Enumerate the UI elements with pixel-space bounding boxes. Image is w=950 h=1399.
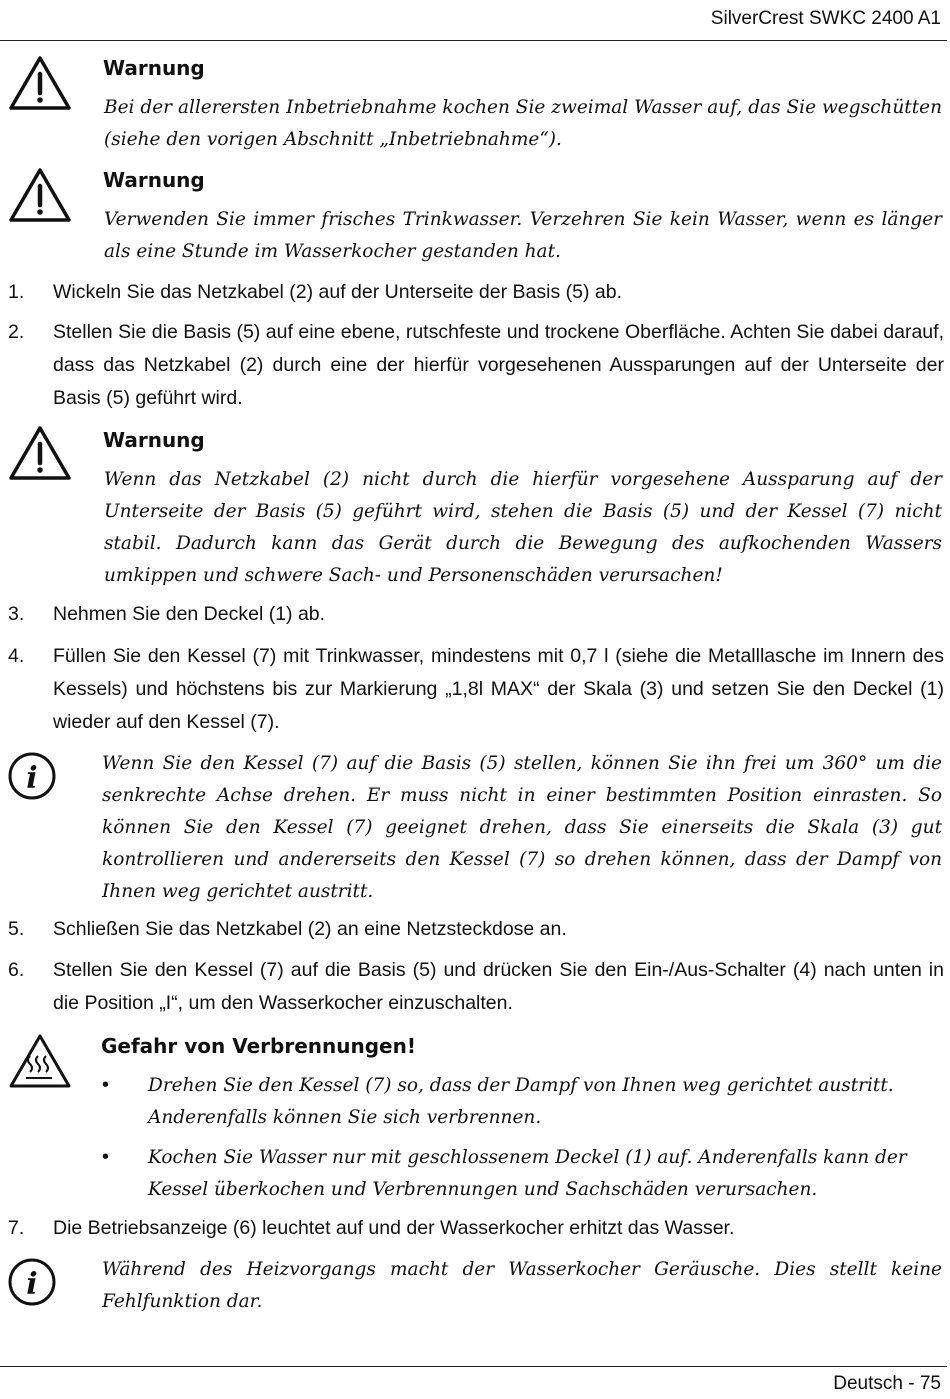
list-item — [100, 1070, 940, 1134]
step-text: Wickeln Sie das Netzkabel (2) auf der Unterseite der Basis (5) ab. — [53, 281, 622, 303]
step-number: 6. — [8, 959, 25, 981]
warning-triangle-icon — [8, 166, 72, 226]
warning-heading: Warnung — [103, 56, 205, 80]
warning-block-1 — [0, 50, 950, 160]
step-text: Schließen Sie das Netzkabel (2) an eine Netzsteckdose an. — [53, 918, 567, 940]
header-title: SilverCrest SWKC 2400 A1 — [710, 8, 941, 29]
info-text: Während des Heizvorgangs macht der Wasserkocher Geräusche. Dies stellt keine Fehlfunktion dar. — [102, 1259, 942, 1312]
warning-heading: Warnung — [103, 168, 205, 192]
page-header — [0, 0, 947, 41]
step-number: 3. — [8, 603, 25, 625]
step-number: 1. — [8, 281, 25, 303]
warning-block-3 — [0, 422, 950, 592]
warning-text: Bei der allerersten Inbetriebnahme kochen Sie zweimal Wasser auf, das Sie wegschütten (siehe den vorigen Abschnitt „Inbetriebnahme“). — [104, 97, 942, 150]
svg-text:i: i — [26, 1267, 38, 1302]
warning-triangle-icon — [8, 424, 72, 484]
warning-triangle-icon — [8, 54, 72, 114]
step-text: Nehmen Sie den Deckel (1) ab. — [53, 603, 326, 625]
bullet-text: Kochen Sie Wasser nur mit geschlossenem Deckel (1) auf. Anderenfalls kann der Kessel überkochen und Verbrennungen und Sachschäden verursachen. — [148, 1147, 907, 1200]
list-item — [100, 1142, 940, 1206]
step-text: Stellen Sie die Basis (5) auf eine ebene, rutschfeste und trockene Oberfläche. Achten Sie dabei darauf, dass das Netzkabel (2) durch eine der hierfür vorgesehenen Aussparungen auf der Unterseite der Basis (5) geführt wird. — [53, 321, 944, 409]
step-number: 2. — [8, 321, 25, 343]
info-block-2 — [0, 1252, 950, 1332]
bullet-icon: • — [100, 1147, 111, 1168]
info-block-1 — [0, 744, 950, 914]
info-circle-icon — [6, 750, 70, 810]
step-text: Die Betriebsanzeige (6) leuchtet auf und der Wasserkocher erhitzt das Wasser. — [53, 1217, 735, 1239]
burn-hazard-block — [0, 1028, 950, 1208]
warning-block-2 — [0, 162, 950, 272]
burn-heading: Gefahr von Verbrennungen! — [101, 1034, 416, 1058]
warning-text: Verwenden Sie immer frisches Trinkwasser. Verzehren Sie kein Wasser, wenn es länger als eine Stunde im Wasserkocher gestanden hat. — [104, 209, 942, 262]
warning-heading: Warnung — [103, 428, 205, 452]
info-text: Wenn Sie den Kessel (7) auf die Basis (5) stellen, können Sie ihn frei um 360° um die senkrechte Achse drehen. Er muss nicht in einer bestimmten Position einrasten. So können Sie den Kessel (7) geeignet drehen, dass Sie einerseits die Skala (3) gut kontrollieren und andererseits den Kessel (7) so drehen können, dass der Dampf von Ihnen weg gerichtet austritt. — [102, 753, 942, 902]
info-circle-icon — [6, 1256, 70, 1316]
page-number: Deutsch - 75 — [833, 1373, 941, 1394]
step-number: 4. — [8, 645, 25, 667]
bullet-text: Drehen Sie den Kessel (7) so, dass der Dampf von Ihnen weg gerichtet austritt. Anderenfalls können Sie sich verbrennen. — [148, 1075, 894, 1128]
svg-text:i: i — [26, 761, 38, 796]
hot-surface-icon — [8, 1032, 72, 1092]
step-text: Stellen Sie den Kessel (7) auf die Basis (5) und drücken Sie den Ein-/Aus-Schalter (4) nach unten in die Position „I“, um den Wasserkocher einzuschalten. — [53, 959, 944, 1014]
step-number: 5. — [8, 918, 25, 940]
burn-bullet-list — [100, 1070, 940, 1206]
warning-text: Wenn das Netzkabel (2) nicht durch die hierfür vorgesehene Aussparung auf der Unterseite der Basis (5) geführt wird, stehen die Basis (5) und der Kessel (7) nicht stabil. Dadurch kann das Gerät durch die Bewegung des aufkochenden Wassers umkippen und schwere Sach- und Personenschäden verursachen! — [104, 469, 942, 586]
page-footer — [0, 1366, 947, 1399]
step-number: 7. — [8, 1217, 25, 1239]
step-text: Füllen Sie den Kessel (7) mit Trinkwasser, mindestens mit 0,7 l (siehe die Metalllasche im Innern des Kessels) und höchstens bis zur Markierung „1,8l MAX“ der Skala (3) und setzen Sie den Deckel (1) wieder auf den Kessel (7). — [53, 645, 944, 733]
bullet-icon: • — [100, 1075, 111, 1096]
